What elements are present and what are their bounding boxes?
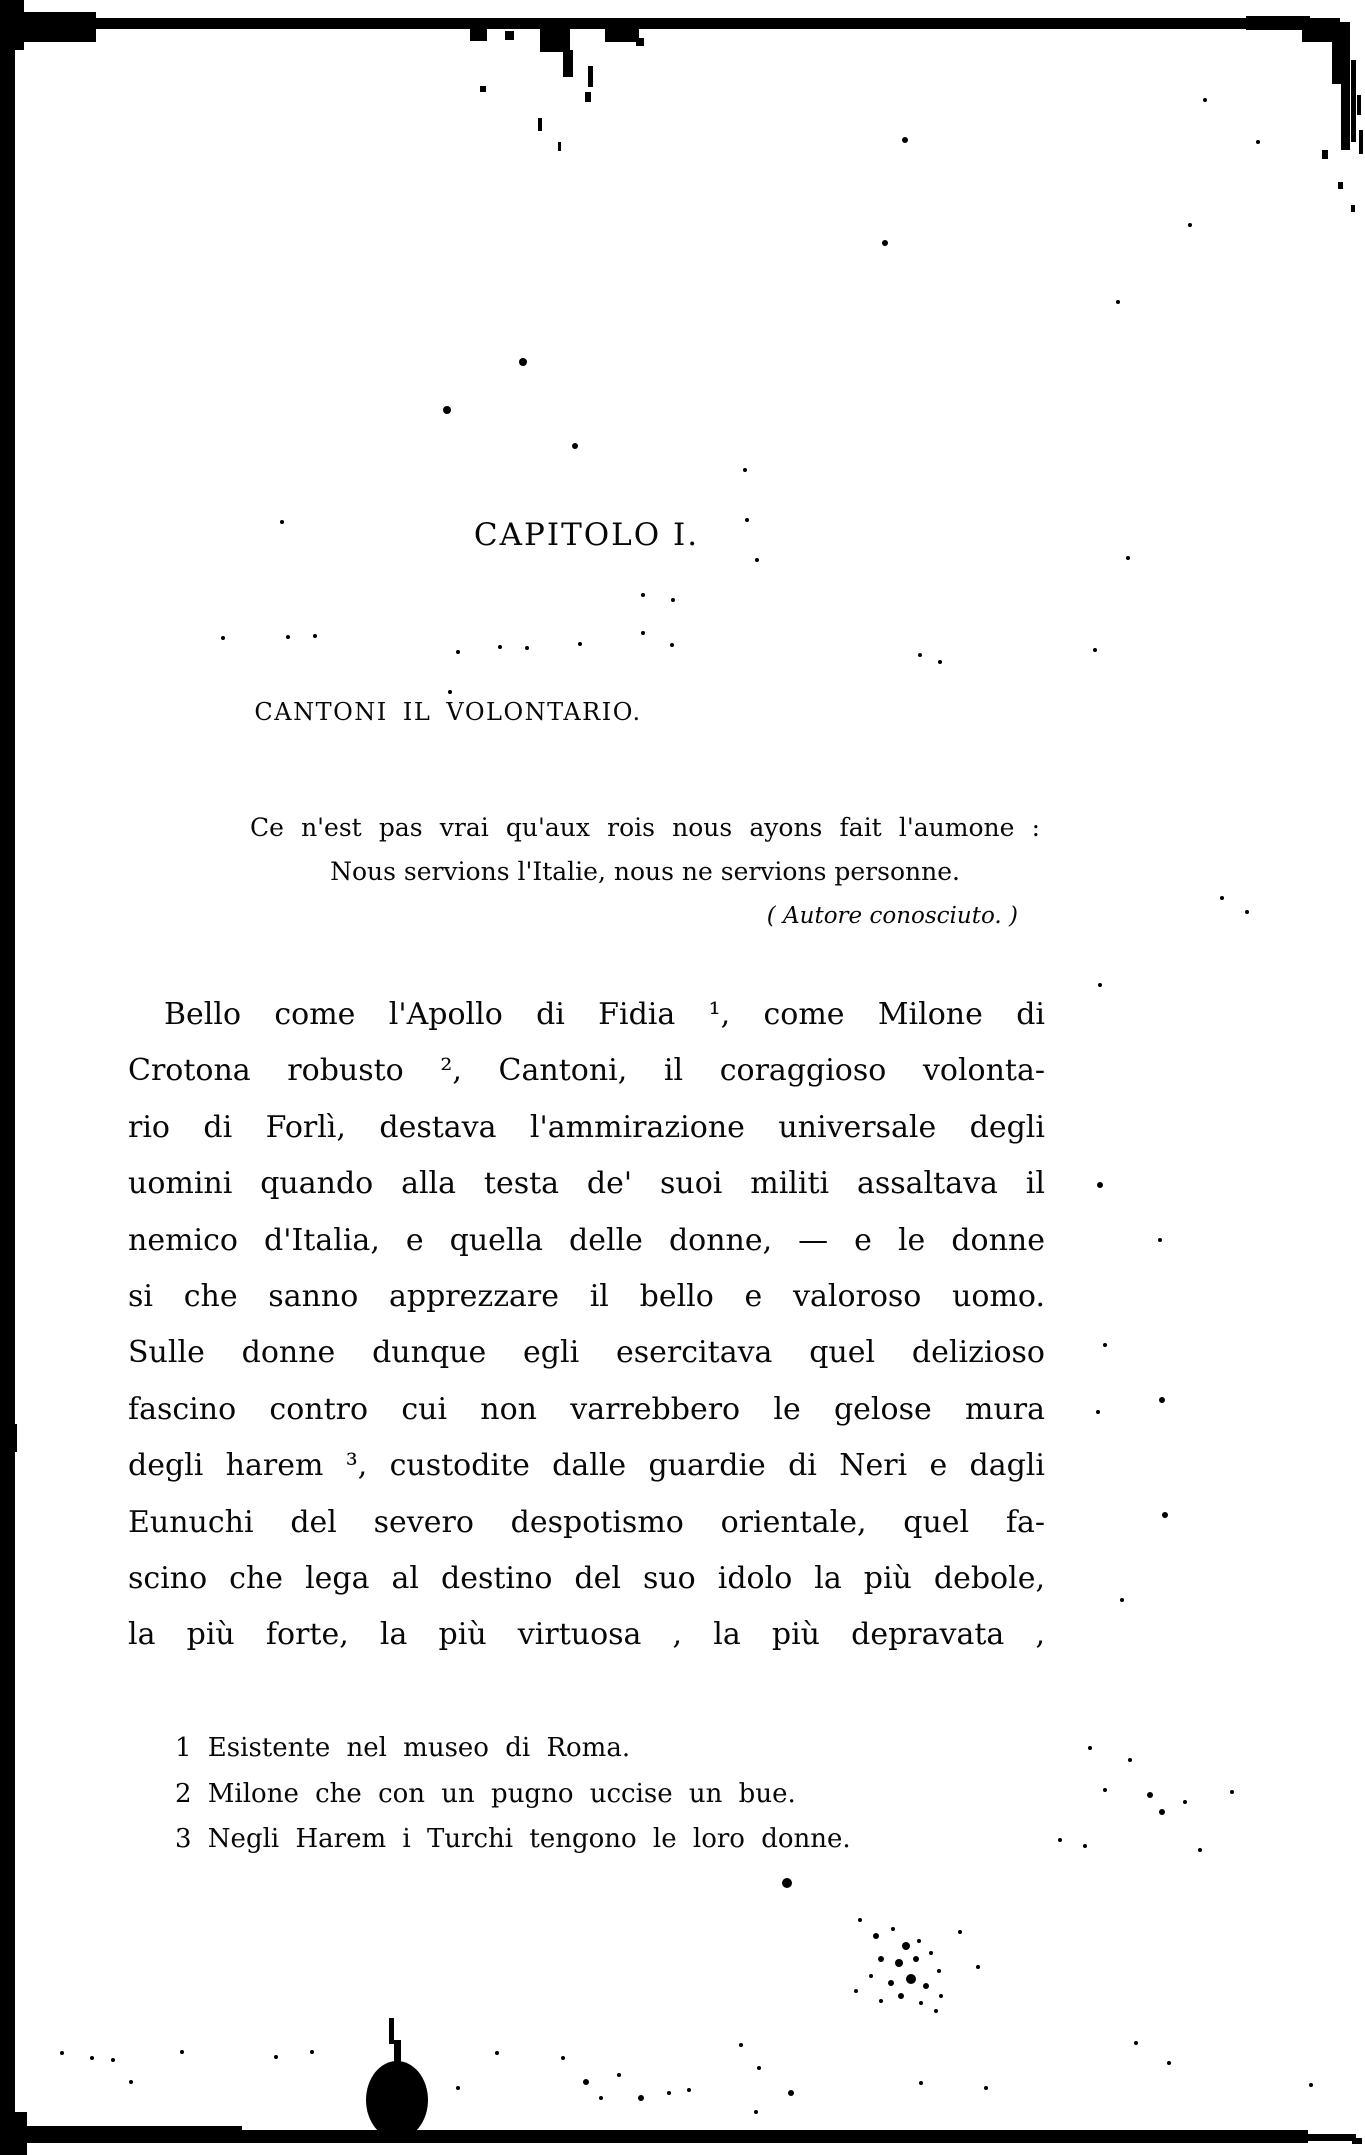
body-line: uomini quando alla testa de' suoi militi assaltava il (128, 1166, 1045, 1202)
footnote: 2 Milone che con un pugno uccise un bue. (175, 1778, 796, 1809)
body-line: fascino contro cui non varrebbero le gelose mura (128, 1391, 1045, 1427)
epigraph-attribution: ( Autore conosciuto. ) (766, 903, 1018, 929)
footnote: 1 Esistente nel museo di Roma. (175, 1733, 631, 1763)
scan-border-top (28, 18, 1340, 29)
ink-blot (366, 2061, 428, 2139)
body-line: Bello come l'Apollo di Fidia ¹, come Milone di (164, 997, 1045, 1032)
body-line: nemico d'Italia, e quella delle donne, — e le donne (128, 1222, 1045, 1258)
section-title: CANTONI IL VOLONTARIO. (254, 698, 642, 726)
body-paragraph (128, 992, 1045, 1669)
epigraph (250, 806, 1040, 938)
body-line: rio di Forlì, destava l'ammirazione universale degli (128, 1109, 1045, 1145)
footnote: 3 Negli Harem i Turchi tengono le loro donne. (175, 1824, 851, 1855)
body-line: Eunuchi del severo despotismo orientale, quel fa- (128, 1504, 1045, 1540)
epigraph-line-1: Ce n'est pas vrai qu'aux rois nous ayons fait l'aumone : (250, 813, 1040, 842)
scan-border-left (0, 0, 15, 2155)
footnotes (175, 1728, 1075, 1865)
body-line: Sulle donne dunque egli esercitava quel delizioso (128, 1335, 1045, 1371)
body-line: la più forte, la più virtuosa , la più depravata , (128, 1617, 1045, 1653)
body-line: si che sanno apprezzare il bello e valoroso uomo. (128, 1278, 1045, 1314)
body-line: Crotona robusto ², Cantoni, il coraggioso volonta- (128, 1053, 1045, 1089)
epigraph-line-2: Nous servions l'Italie, nous ne servions personne. (330, 857, 960, 886)
chapter-title: CAPITOLO I. (473, 517, 700, 553)
body-line: scino che lega al destino del suo idolo la più debole, (128, 1560, 1045, 1596)
body-line: degli harem ³, custodite dalle guardie di Neri e dagli (128, 1448, 1045, 1484)
scan-border-bottom (20, 2130, 1308, 2143)
